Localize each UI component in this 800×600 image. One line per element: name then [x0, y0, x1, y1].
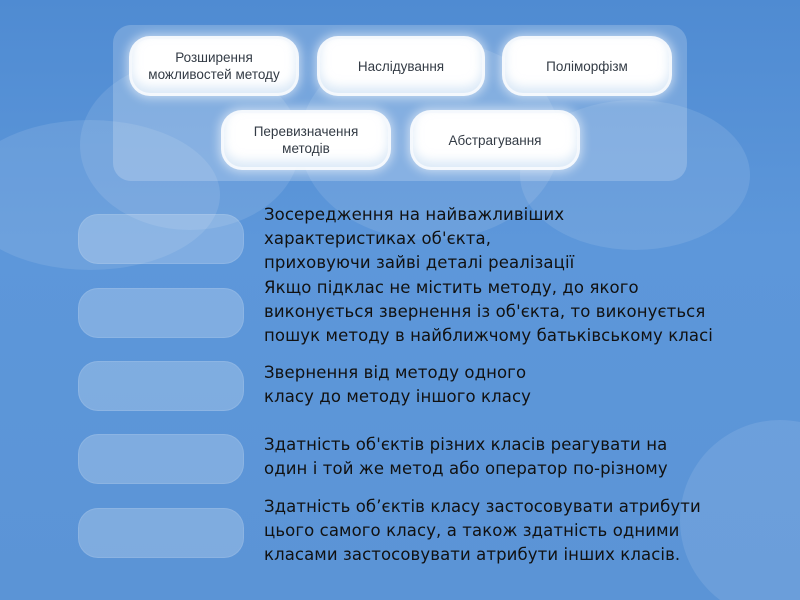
description-abstraction: Зосередження на найважливіших характеристиках об'єкта, приховуючи зайві деталі реалізації — [264, 205, 575, 272]
drop-slot-2[interactable] — [78, 288, 244, 338]
answer-tile-polymorphism[interactable]: Поліморфізм — [505, 39, 669, 93]
answer-tile-inheritance[interactable]: Наслідування — [320, 39, 482, 93]
drop-slot-1[interactable] — [78, 214, 244, 264]
description-method-call: Звернення від методу одного класу до методу іншого класу — [264, 363, 532, 406]
drop-slot-5[interactable] — [78, 508, 244, 558]
answer-tile-extend-method[interactable]: Розширення можливостей методу — [132, 39, 296, 93]
drop-slot-4[interactable] — [78, 434, 244, 484]
drop-slot-3[interactable] — [78, 361, 244, 411]
description-inheritance: Якщо підклас не містить методу, до якого виконується звернення із об'єкта, то виконується пошук методу в найближчому батьківському класі — [264, 278, 713, 345]
description-attribute-usage: Здатність об’єктів класу застосовувати атрибути цього самого класу, а також здатність одними класами застосовувати атрибути інших класів. — [264, 497, 701, 564]
answer-tile-abstraction[interactable]: Абстрагування — [413, 113, 577, 167]
answer-tile-override-methods[interactable]: Перевизначення методів — [224, 113, 388, 167]
description-polymorphism: Здатність об'єктів різних класів реагувати на один і той же метод або оператор по-різному — [264, 435, 668, 478]
